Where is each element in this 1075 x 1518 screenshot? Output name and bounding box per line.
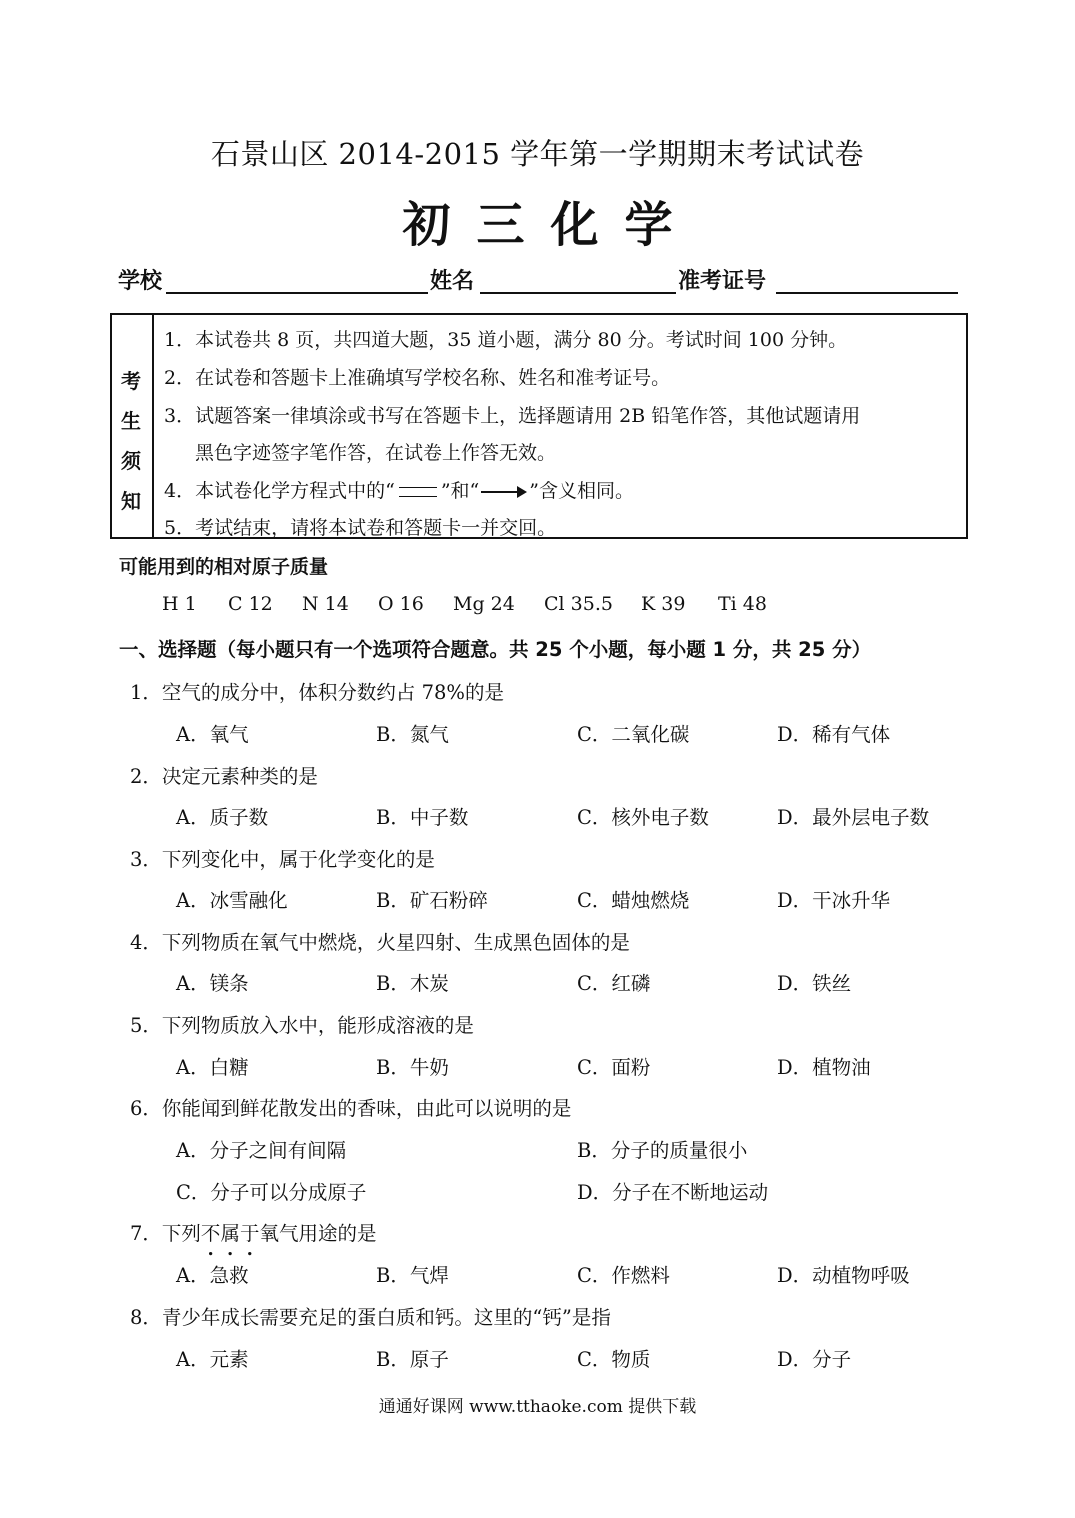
option-d[interactable]: D．分子 bbox=[777, 1348, 852, 1371]
emphasis-char: 属 bbox=[220, 1222, 240, 1245]
notice-item-3: 3．试题答案一律填涂或书写在答题卡上，选择题请用 2B 铅笔作答，其他试题请用 bbox=[164, 405, 861, 427]
page-footer: 通通好课网 www.tthaoke.com 提供下载 bbox=[378, 1397, 697, 1417]
notice-item-1: 1．本试卷共 8 页，共四道大题，35 道小题，满分 80 分。考试时间 100 分钟。 bbox=[164, 329, 848, 351]
option-b[interactable]: B．原子 bbox=[376, 1348, 449, 1371]
option-c[interactable]: C．红磷 bbox=[577, 972, 651, 995]
option-c[interactable]: C．作燃料 bbox=[577, 1264, 670, 1287]
atomic-mass-item: O 16 bbox=[378, 593, 424, 615]
notice-side-char: 考 bbox=[121, 369, 141, 393]
notice-item-3-cont: 黑色字迹签字笔作答，在试卷上作答无效。 bbox=[195, 442, 557, 464]
option-a[interactable]: A．元素 bbox=[176, 1348, 249, 1371]
exam-subject: 初三化学 bbox=[402, 197, 699, 253]
option-a[interactable]: A．镁条 bbox=[176, 972, 249, 995]
question-stem: 3．下列变化中，属于化学变化的是 bbox=[130, 848, 435, 871]
exam-notice-box bbox=[110, 313, 968, 539]
exam-title: 石景山区 2014-2015 学年第一学期期末考试试卷 bbox=[210, 137, 865, 171]
name-blank[interactable] bbox=[480, 292, 676, 294]
option-b[interactable]: B．中子数 bbox=[376, 806, 469, 829]
question-stem: 1．空气的成分中，体积分数约占 78%的是 bbox=[130, 681, 504, 704]
atomic-mass-item: Mg 24 bbox=[453, 593, 515, 615]
option-c[interactable]: C．面粉 bbox=[577, 1056, 651, 1079]
option-d[interactable]: D．稀有气体 bbox=[777, 723, 891, 746]
atomic-mass-item: Ti 48 bbox=[718, 593, 767, 615]
notice-item-4-post: ”含义相同。 bbox=[529, 480, 634, 502]
notice-item-4-mid: ”和“ bbox=[440, 480, 480, 502]
atomic-mass-item: H 1 bbox=[162, 593, 197, 615]
option-b[interactable]: B．木炭 bbox=[376, 972, 449, 995]
option-a[interactable]: A．分子之间有间隔 bbox=[176, 1139, 347, 1162]
question-stem-pre: 7．下列 bbox=[130, 1222, 201, 1245]
equals-sign-icon bbox=[399, 487, 437, 497]
question-stem: 2．决定元素种类的是 bbox=[130, 765, 318, 788]
option-b[interactable]: B．气焊 bbox=[376, 1264, 449, 1287]
school-blank[interactable] bbox=[166, 292, 428, 294]
question-stem: 4．下列物质在氧气中燃烧，火星四射、生成黑色固体的是 bbox=[130, 931, 630, 954]
school-label: 学校 bbox=[118, 269, 163, 294]
option-c[interactable]: C．物质 bbox=[577, 1348, 651, 1371]
option-d[interactable]: D．干冰升华 bbox=[777, 889, 891, 912]
notice-item-4-pre: 4．本试卷化学方程式中的“ bbox=[164, 480, 395, 502]
notice-item-5: 5．考试结束，请将本试卷和答题卡一并交回。 bbox=[164, 517, 557, 539]
emphasis-char: 不 bbox=[200, 1222, 221, 1245]
section-1-heading: 一、选择题（每小题只有一个选项符合题意。共 25 个小题，每小题 1 分，共 25 分） bbox=[119, 638, 872, 661]
emphasis-char: 于 bbox=[239, 1222, 260, 1245]
notice-item-2: 2．在试卷和答题卡上准确填写学校名称、姓名和准考证号。 bbox=[164, 367, 671, 389]
question-stem: 6．你能闻到鲜花散发出的香味，由此可以说明的是 bbox=[130, 1097, 572, 1120]
atomic-mass-heading: 可能用到的相对原子质量 bbox=[119, 556, 329, 578]
notice-item-4 bbox=[164, 476, 634, 503]
option-d[interactable]: D．铁丝 bbox=[777, 972, 852, 995]
option-a[interactable]: A．氧气 bbox=[176, 723, 249, 746]
notice-side-char: 生 bbox=[121, 409, 141, 433]
option-c[interactable]: C．分子可以分成原子 bbox=[176, 1181, 367, 1204]
option-a[interactable]: A．急救 bbox=[176, 1264, 249, 1287]
option-d[interactable]: D．分子在不断地运动 bbox=[577, 1181, 769, 1204]
atomic-mass-item: C 12 bbox=[228, 593, 273, 615]
exam-id-blank[interactable] bbox=[776, 292, 958, 294]
option-c[interactable]: C．核外电子数 bbox=[577, 806, 709, 829]
notice-side-label bbox=[112, 315, 154, 537]
option-b[interactable]: B．氮气 bbox=[376, 723, 449, 746]
option-d[interactable]: D．最外层电子数 bbox=[777, 806, 930, 829]
exam-id-label: 准考证号 bbox=[678, 269, 767, 294]
option-a[interactable]: A．冰雪融化 bbox=[176, 889, 288, 912]
question-stem: 5．下列物质放入水中，能形成溶液的是 bbox=[130, 1014, 474, 1037]
option-c[interactable]: C．蜡烛燃烧 bbox=[577, 889, 690, 912]
option-a[interactable]: A．白糖 bbox=[176, 1056, 249, 1079]
atomic-mass-item: Cl 35.5 bbox=[544, 593, 613, 615]
notice-side-char: 知 bbox=[121, 489, 141, 513]
atomic-mass-item: N 14 bbox=[302, 593, 349, 615]
atomic-mass-item: K 39 bbox=[641, 593, 686, 615]
option-d[interactable]: D．动植物呼吸 bbox=[777, 1264, 910, 1287]
option-c[interactable]: C．二氧化碳 bbox=[577, 723, 690, 746]
option-b[interactable]: B．牛奶 bbox=[376, 1056, 449, 1079]
question-stem: 8．青少年成长需要充足的蛋白质和钙。这里的“钙”是指 bbox=[130, 1306, 611, 1329]
notice-side-char: 须 bbox=[121, 449, 141, 473]
student-info-line bbox=[118, 264, 958, 296]
question-stem bbox=[130, 1218, 376, 1246]
option-a[interactable]: A．质子数 bbox=[176, 806, 269, 829]
name-label: 姓名 bbox=[430, 269, 475, 294]
question-stem-post: 氧气用途的是 bbox=[259, 1222, 377, 1245]
option-d[interactable]: D．植物油 bbox=[777, 1056, 871, 1079]
right-arrow-icon bbox=[481, 486, 527, 498]
option-b[interactable]: B．分子的质量很小 bbox=[577, 1139, 748, 1162]
option-b[interactable]: B．矿石粉碎 bbox=[376, 889, 488, 912]
